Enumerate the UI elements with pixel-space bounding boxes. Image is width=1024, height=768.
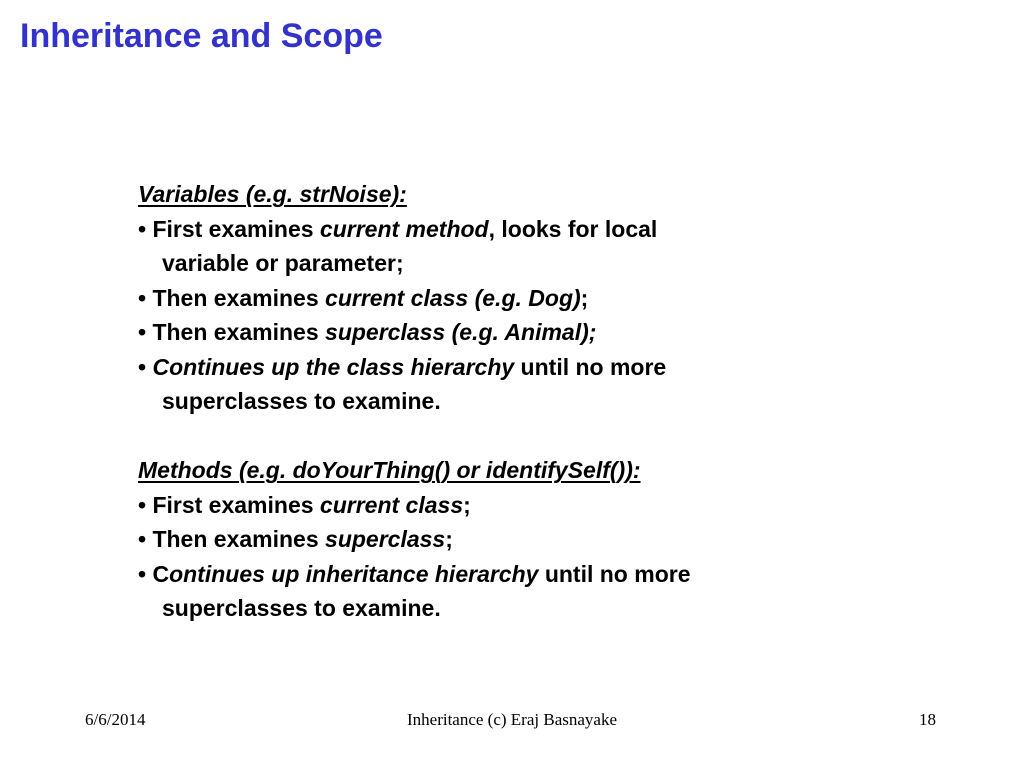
methods-heading: Methods (e.g. doYourThing() or identifySelf()): [138, 457, 641, 483]
section-spacer [138, 419, 898, 454]
bullet-emphasis: superclass [325, 526, 446, 552]
bullet-text: Then examines [152, 526, 326, 552]
slide-number: 18 [919, 710, 936, 729]
slide-title: Inheritance and Scope [20, 17, 383, 55]
bullet-text-end: ; [463, 491, 471, 518]
bullet-text-end: until no more [538, 560, 691, 587]
bullet-text: First examines [152, 491, 320, 518]
bullet-emphasis: Continues up the class hierarchy [152, 353, 515, 380]
variables-bullet-3 [138, 315, 898, 350]
bullet-emphasis: current class (e.g. Dog) [325, 284, 581, 311]
bullet-text: First examines [152, 215, 320, 242]
bullet-text-end: , looks for local [488, 215, 658, 242]
bullet-marker: • [138, 215, 153, 242]
bullet-text: Then examines [152, 319, 326, 345]
variables-bullet-1 [138, 212, 898, 247]
bullet-text-end: ; [445, 526, 453, 552]
slide-body [138, 177, 898, 626]
bullet-marker: • [138, 284, 153, 311]
methods-bullet-2 [138, 522, 898, 557]
bullet-emphasis: ontinues up inheritance hierarchy [169, 560, 539, 587]
methods-bullet-3-continuation: superclasses to examine. [162, 595, 441, 621]
variables-heading-line [138, 177, 898, 212]
bullet-emphasis: current class [319, 491, 464, 518]
bullet-marker: • [138, 353, 153, 380]
bullet-emphasis: current method [319, 215, 489, 242]
bullet-text-end: ; [580, 284, 589, 311]
bullet-marker: • [138, 319, 153, 345]
variables-heading: Variables (e.g. strNoise): [138, 181, 407, 207]
bullet-marker: • [138, 560, 153, 587]
variables-bullet-4 [138, 350, 898, 385]
variables-bullet-1-continuation: variable or parameter; [162, 250, 404, 276]
variables-bullet-4-continuation: superclasses to examine. [162, 388, 441, 414]
methods-bullet-3 [138, 557, 898, 592]
bullet-marker: • [138, 526, 153, 552]
bullet-text: C [152, 560, 170, 587]
variables-bullet-2 [138, 281, 898, 316]
methods-bullet-1 [138, 488, 898, 523]
bullet-marker: • [138, 491, 153, 518]
bullet-text: Then examines [152, 284, 326, 311]
footer-date: 6/6/2014 [85, 710, 146, 729]
methods-heading-line [138, 453, 898, 488]
bullet-text-end: until no more [514, 353, 667, 380]
bullet-emphasis: superclass (e.g. Animal); [325, 319, 597, 345]
footer-title: Inheritance (c) Eraj Basnayake [406, 710, 618, 729]
